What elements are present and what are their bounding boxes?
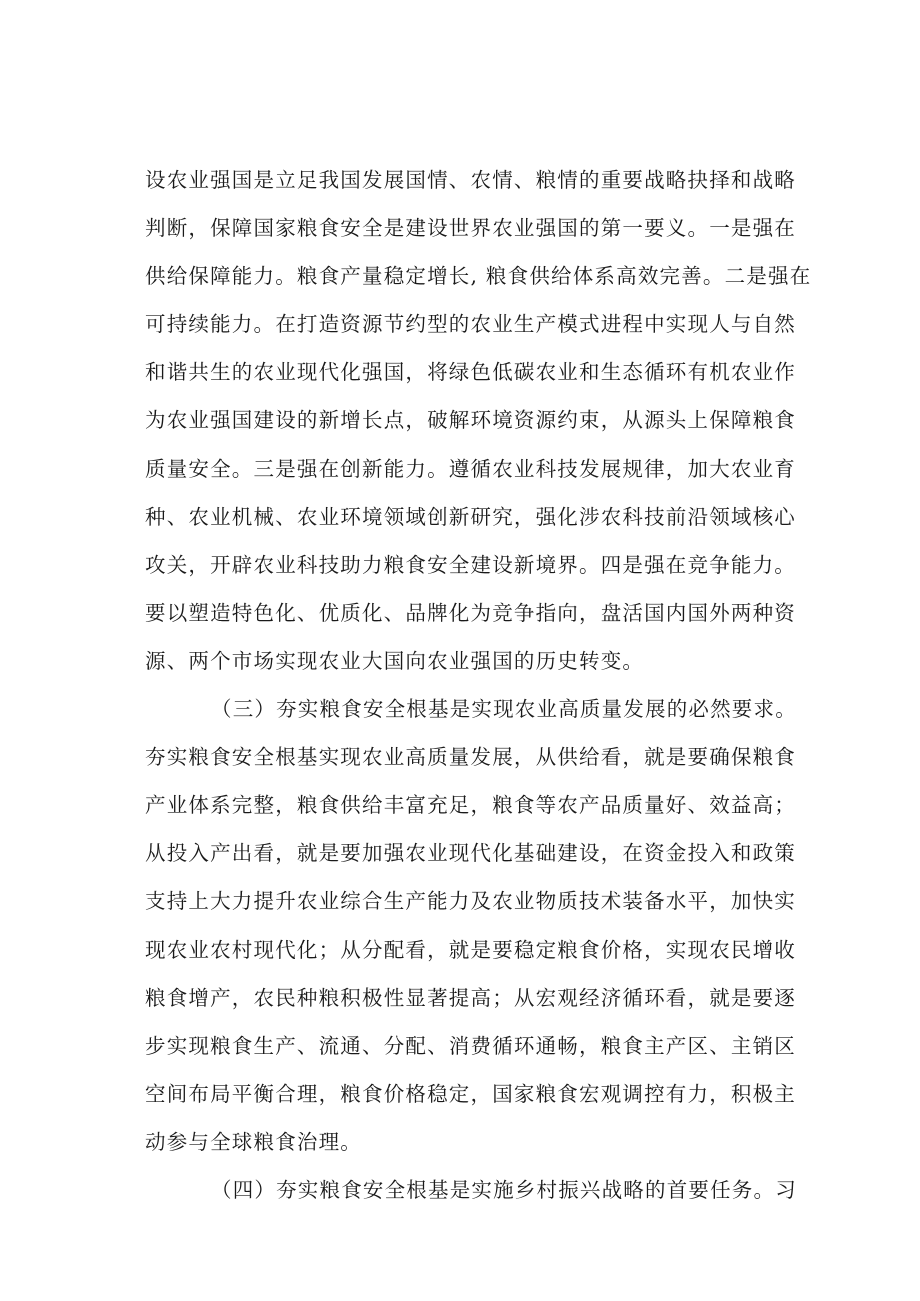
text-line: 可持续能力。在打造资源节约型的农业生产模式进程中实现人与自然 [145, 312, 796, 337]
text-line: 步实现粮食生产、流通、分配、消费循环通畅，粮食主产区、主销区 [145, 1033, 796, 1058]
text-line: 支持上大力提升农业综合生产能力及农业物质技术装备水平，加快实 [145, 889, 796, 914]
body-text [145, 156, 812, 1214]
text-line: 现农业农村现代化；从分配看，就是要稳定粮食价格，实现农民增收 [145, 937, 796, 962]
text-line: 动参与全球粮食治理。 [145, 1129, 362, 1154]
text-line: 源、两个市场实现农业大国向农业强国的历史转变。 [145, 648, 645, 673]
text-line: 空间布局平衡合理，粮食价格稳定，国家粮食宏观调控有力，积极主 [145, 1081, 796, 1106]
text-line: 质量安全。三是强在创新能力。遵循农业科技发展规律，加大农业育 [145, 456, 796, 481]
text-line: 判断，保障国家粮食安全是建设世界农业强国的第一要义。一是强在 [145, 216, 796, 241]
section-heading: （四）夯实粮食安全根基是实施乡村振兴战略的首要任务。习 [211, 1177, 797, 1202]
text-line: 从投入产出看，就是要加强农业现代化基础建设，在资金投入和政策 [145, 841, 796, 866]
text-line: 种、农业机械、农业环境领域创新研究，强化涉农科技前沿领域核心 [145, 504, 796, 529]
text-line: 夯实粮食安全根基实现农业高质量发展，从供给看，就是要确保粮食 [145, 745, 796, 770]
text-line: 供给保障能力。粮食产量稳定增长, 粮食供给体系高效完善。二是强在 [145, 264, 812, 289]
text-line: 设农业强国是立足我国发展国情、农情、粮情的重要战略抉择和战略 [145, 168, 796, 192]
text-line: 产业体系完整，粮食供给丰富充足，粮食等农产品质量好、效益高； [145, 793, 796, 818]
text-line: 粮食增产，农民种粮积极性显著提高；从宏观经济循环看，就是要逐 [145, 985, 796, 1010]
text-line: 为农业强国建设的新增长点，破解环境资源约束，从源头上保障粮食 [145, 408, 796, 433]
text-line: 和谐共生的农业现代化强国，将绿色低碳农业和生态循环有机农业作 [145, 360, 796, 385]
text-line: 攻关，开辟农业科技助力粮食安全建设新境界。四是强在竞争能力。 [145, 552, 796, 577]
section-heading: （三）夯实粮食安全根基是实现农业高质量发展的必然要求。 [211, 697, 797, 722]
text-line: 要以塑造特色化、优质化、品牌化为竞争指向，盘活国内国外两种资 [145, 600, 796, 625]
